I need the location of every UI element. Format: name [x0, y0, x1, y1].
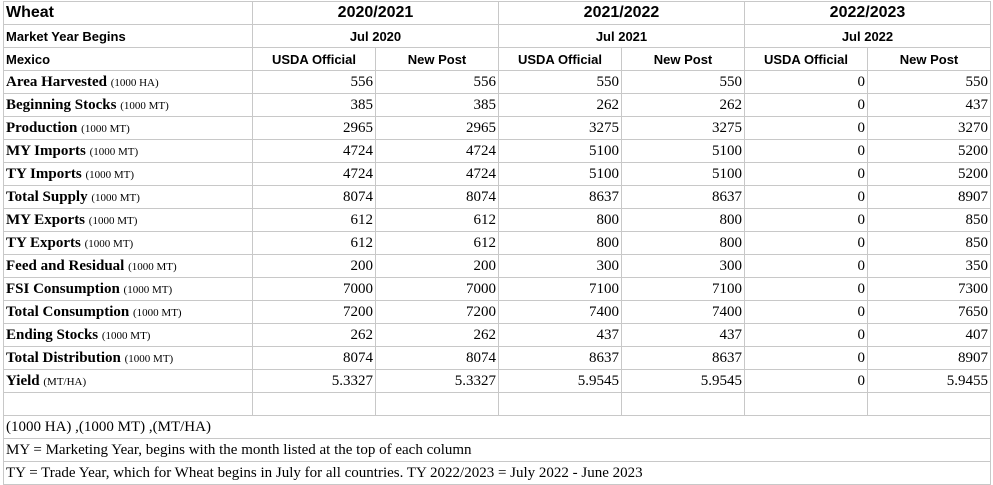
value-cell: 800 — [499, 209, 622, 232]
value-cell: 3270 — [868, 117, 991, 140]
year-header: 2022/2023 — [745, 2, 991, 25]
table-row — [4, 140, 991, 163]
value-cell: 5100 — [499, 163, 622, 186]
row-label — [4, 209, 253, 232]
value-cell: 4724 — [376, 140, 499, 163]
value-cell: 3275 — [622, 117, 745, 140]
value-cell: 850 — [868, 232, 991, 255]
value-cell: 0 — [745, 140, 868, 163]
value-cell: 437 — [499, 324, 622, 347]
table-row — [4, 186, 991, 209]
row-name: FSI Consumption — [6, 280, 120, 297]
row-name: Feed and Residual — [6, 257, 125, 274]
value-cell: 0 — [745, 186, 868, 209]
value-cell: 5.3327 — [376, 370, 499, 393]
value-cell: 612 — [253, 232, 376, 255]
table-row — [4, 278, 991, 301]
value-cell: 550 — [499, 71, 622, 94]
value-cell: 0 — [745, 301, 868, 324]
table-row — [4, 117, 991, 140]
psd-table — [3, 1, 991, 485]
empty-cell — [499, 393, 622, 416]
row-label — [4, 301, 253, 324]
value-cell: 612 — [376, 232, 499, 255]
value-cell: 556 — [376, 71, 499, 94]
col-new-post: New Post — [376, 48, 499, 71]
year-header: 2021/2022 — [499, 2, 745, 25]
empty-cell — [4, 393, 253, 416]
note-row — [4, 439, 991, 462]
value-cell: 5200 — [868, 140, 991, 163]
value-cell: 0 — [745, 232, 868, 255]
table-row — [4, 301, 991, 324]
row-label — [4, 278, 253, 301]
empty-cell — [868, 393, 991, 416]
row-label — [4, 255, 253, 278]
table-row — [4, 324, 991, 347]
row-label — [4, 232, 253, 255]
value-cell: 550 — [868, 71, 991, 94]
value-cell: 7650 — [868, 301, 991, 324]
value-cell: 262 — [253, 324, 376, 347]
value-cell: 7400 — [622, 301, 745, 324]
value-cell: 407 — [868, 324, 991, 347]
row-label — [4, 94, 253, 117]
value-cell: 385 — [253, 94, 376, 117]
row-unit: (1000 MT) — [101, 329, 151, 342]
value-cell: 0 — [745, 324, 868, 347]
row-unit: (1000 MT) — [84, 237, 134, 250]
value-cell: 8074 — [376, 347, 499, 370]
value-cell: 4724 — [253, 140, 376, 163]
value-cell: 8637 — [499, 186, 622, 209]
value-cell: 300 — [622, 255, 745, 278]
note-text: TY = Trade Year, which for Wheat begins in July for all countries. TY 2022/2023 = July 2022 - June 2023 — [4, 462, 991, 485]
value-cell: 8907 — [868, 186, 991, 209]
row-unit: (1000 MT) — [120, 99, 169, 112]
blank-row — [4, 393, 991, 416]
row-label — [4, 71, 253, 94]
value-cell: 8074 — [376, 186, 499, 209]
value-cell: 5200 — [868, 163, 991, 186]
value-cell: 300 — [499, 255, 622, 278]
value-cell: 0 — [745, 163, 868, 186]
commodity-label: Wheat — [4, 2, 253, 25]
year-header: 2020/2021 — [253, 2, 499, 25]
row-label — [4, 117, 253, 140]
row-name: Total Supply — [6, 188, 88, 205]
row-unit: (MT/HA) — [43, 375, 87, 388]
row-label — [4, 324, 253, 347]
empty-cell — [622, 393, 745, 416]
value-cell: 0 — [745, 94, 868, 117]
col-usda-official: USDA Official — [253, 48, 376, 71]
empty-cell — [745, 393, 868, 416]
row-unit: (1000 MT) — [91, 191, 140, 204]
value-cell: 8074 — [253, 347, 376, 370]
value-cell: 8907 — [868, 347, 991, 370]
value-cell: 8637 — [622, 347, 745, 370]
row-unit: (1000 HA) — [110, 76, 159, 89]
value-cell: 800 — [622, 209, 745, 232]
note-text: MY = Marketing Year, begins with the month listed at the top of each column — [4, 439, 991, 462]
value-cell: 612 — [253, 209, 376, 232]
value-cell: 5.9455 — [868, 370, 991, 393]
empty-cell — [376, 393, 499, 416]
row-unit: (1000 MT) — [128, 260, 177, 273]
value-cell: 0 — [745, 278, 868, 301]
header-row-begins — [4, 25, 991, 48]
value-cell: 5100 — [499, 140, 622, 163]
value-cell: 0 — [745, 209, 868, 232]
header-row-years — [4, 2, 991, 25]
row-unit: (1000 MT) — [124, 352, 174, 365]
col-new-post: New Post — [868, 48, 991, 71]
table-row — [4, 71, 991, 94]
row-unit: (1000 MT) — [85, 168, 135, 181]
col-usda-official: USDA Official — [745, 48, 868, 71]
value-cell: 0 — [745, 347, 868, 370]
row-name: Total Distribution — [6, 349, 121, 366]
table-row — [4, 370, 991, 393]
value-cell: 0 — [745, 255, 868, 278]
row-unit: (1000 MT) — [133, 306, 182, 319]
empty-cell — [253, 393, 376, 416]
col-new-post: New Post — [622, 48, 745, 71]
row-unit: (1000 MT) — [88, 214, 138, 227]
value-cell: 5.9545 — [622, 370, 745, 393]
row-name: MY Exports — [6, 211, 86, 228]
value-cell: 0 — [745, 117, 868, 140]
value-cell: 262 — [622, 94, 745, 117]
row-label — [4, 186, 253, 209]
value-cell: 7400 — [499, 301, 622, 324]
row-unit: (1000 MT) — [89, 145, 139, 158]
row-name: TY Imports — [6, 165, 82, 182]
value-cell: 5.9545 — [499, 370, 622, 393]
table-row — [4, 163, 991, 186]
value-cell: 7200 — [376, 301, 499, 324]
row-name: MY Imports — [6, 142, 86, 159]
value-cell: 350 — [868, 255, 991, 278]
value-cell: 7000 — [253, 278, 376, 301]
value-cell: 7300 — [868, 278, 991, 301]
row-name: TY Exports — [6, 234, 81, 251]
value-cell: 8637 — [622, 186, 745, 209]
table-row — [4, 347, 991, 370]
row-label — [4, 140, 253, 163]
row-unit: (1000 MT) — [81, 122, 130, 135]
value-cell: 3275 — [499, 117, 622, 140]
value-cell: 2965 — [376, 117, 499, 140]
row-name: Yield — [6, 372, 40, 389]
value-cell: 5100 — [622, 140, 745, 163]
value-cell: 612 — [376, 209, 499, 232]
value-cell: 5.3327 — [253, 370, 376, 393]
value-cell: 262 — [376, 324, 499, 347]
value-cell: 556 — [253, 71, 376, 94]
value-cell: 7100 — [499, 278, 622, 301]
row-label — [4, 163, 253, 186]
value-cell: 437 — [622, 324, 745, 347]
table-row — [4, 255, 991, 278]
note-text: (1000 HA) ,(1000 MT) ,(MT/HA) — [4, 416, 991, 439]
value-cell: 262 — [499, 94, 622, 117]
note-row — [4, 462, 991, 485]
value-cell: 5100 — [622, 163, 745, 186]
note-row — [4, 416, 991, 439]
row-name: Beginning Stocks — [6, 96, 117, 113]
value-cell: 800 — [499, 232, 622, 255]
value-cell: 8074 — [253, 186, 376, 209]
value-cell: 7100 — [622, 278, 745, 301]
country-label: Mexico — [4, 48, 253, 71]
value-cell: 550 — [622, 71, 745, 94]
row-unit: (1000 MT) — [123, 283, 173, 296]
row-label — [4, 370, 253, 393]
value-cell: 437 — [868, 94, 991, 117]
row-label — [4, 347, 253, 370]
table-row — [4, 209, 991, 232]
value-cell: 200 — [253, 255, 376, 278]
begin-month: Jul 2020 — [253, 25, 499, 48]
value-cell: 8637 — [499, 347, 622, 370]
header-row-sources — [4, 48, 991, 71]
value-cell: 7000 — [376, 278, 499, 301]
begin-month: Jul 2022 — [745, 25, 991, 48]
begin-month: Jul 2021 — [499, 25, 745, 48]
value-cell: 4724 — [376, 163, 499, 186]
value-cell: 800 — [622, 232, 745, 255]
value-cell: 2965 — [253, 117, 376, 140]
value-cell: 4724 — [253, 163, 376, 186]
market-year-label: Market Year Begins — [4, 25, 253, 48]
value-cell: 850 — [868, 209, 991, 232]
value-cell: 7200 — [253, 301, 376, 324]
table-row — [4, 232, 991, 255]
row-name: Area Harvested — [6, 73, 107, 90]
col-usda-official: USDA Official — [499, 48, 622, 71]
row-name: Total Consumption — [6, 303, 130, 320]
table-row — [4, 94, 991, 117]
value-cell: 385 — [376, 94, 499, 117]
row-name: Ending Stocks — [6, 326, 99, 343]
value-cell: 0 — [745, 71, 868, 94]
value-cell: 200 — [376, 255, 499, 278]
value-cell: 0 — [745, 370, 868, 393]
row-name: Production — [6, 119, 78, 136]
